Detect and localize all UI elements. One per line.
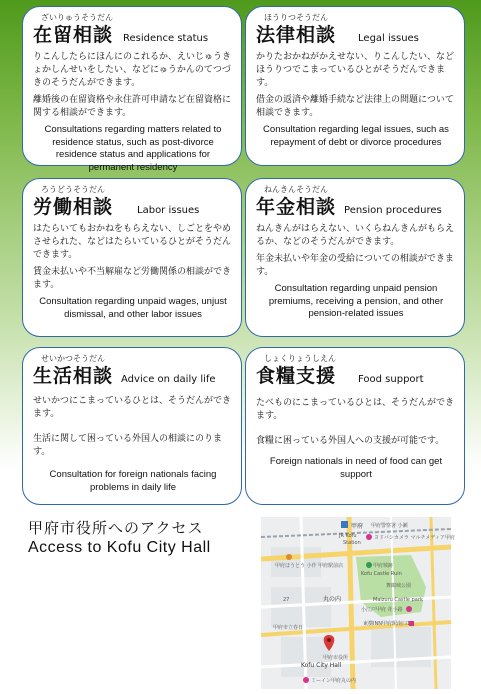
hiragana-description: りこんしたらにほんにのこれるか、えいじゅうきょかしんせいをしたい、などにゅうかんのてつづきのそうだんができます。 bbox=[33, 52, 232, 88]
map-label-city-hall-jp: 甲府市役所 bbox=[323, 655, 349, 661]
card-english-title: Food support bbox=[358, 374, 424, 385]
map-label-yodobashi: ヨドバシカメラ マルチメディア甲府 bbox=[374, 535, 455, 541]
map-label-castle-jp: 甲府城跡 bbox=[373, 563, 394, 569]
english-description: Consultation regarding unpaid wages, unjust dismissal, and other labor issues bbox=[39, 296, 227, 320]
card-title: 労働相談 bbox=[33, 196, 114, 218]
card-title: 生活相談 bbox=[33, 365, 114, 387]
castle-pin-icon bbox=[366, 562, 372, 568]
shop-pin-icon bbox=[366, 534, 372, 540]
title-ruby: ざいりゅうそうだん bbox=[41, 13, 113, 22]
card-english-title: Labor issues bbox=[137, 205, 200, 216]
access-title-jp: 甲府市役所へのアクセス bbox=[28, 519, 204, 537]
card-daily-life bbox=[22, 347, 242, 505]
card-legal-issues bbox=[245, 6, 465, 166]
restaurant-pin-icon bbox=[286, 554, 292, 560]
map-label-station-en-2: Station bbox=[343, 540, 361, 546]
card-labor-issues bbox=[22, 178, 242, 337]
title-ruby: ろうどうそうだん bbox=[41, 185, 105, 194]
map-label-museum: 小江戸甲府 花小路 bbox=[361, 607, 403, 613]
kanji-description: 離婚後の在留資格や永住許可申請など在留資格に関する相談ができます。 bbox=[33, 95, 232, 118]
card-english-title: Pension procedures bbox=[344, 205, 442, 216]
card-title: 食糧支援 bbox=[256, 365, 337, 387]
english-description: Foreign nationals in need of food can get support bbox=[269, 456, 443, 480]
kanji-description: 年金未払いや年金の受給についての相談ができます。 bbox=[256, 254, 454, 277]
map-label-station-en-1: JR Kofu bbox=[339, 533, 357, 539]
card-english-title: Legal issues bbox=[358, 33, 419, 44]
map-label-left-shop: 甲府ほうとう 小作 甲府駅前店 bbox=[275, 563, 344, 569]
card-pension-procedures bbox=[245, 178, 465, 337]
card-title: 法律相談 bbox=[256, 24, 337, 46]
map-canvas bbox=[261, 517, 455, 689]
hiragana-description: はたらいてもおかねをもらえない、しごとをやめさせられた、などはたらいているひとがそうだんできます。 bbox=[33, 224, 232, 260]
map-label-city-hall-en: Kofu City Hall bbox=[301, 662, 342, 669]
map-label-station-jp: 甲府 bbox=[351, 523, 364, 530]
map-label-park-en: Maizuru Castle park bbox=[373, 597, 423, 603]
kanji-description: 賃金未払いや不当解雇など労働関係の相談ができます。 bbox=[33, 267, 232, 290]
card-english-title: Advice on daily life bbox=[121, 374, 216, 385]
hiragana-description: せいかつにこまっているひとは、そうだんができます。 bbox=[33, 396, 232, 419]
map-label-top: 甲府警察署 小瀬 bbox=[371, 523, 408, 529]
hotel-pin-icon bbox=[303, 677, 309, 683]
english-description: Consultation regarding unpaid pension premiums, receiving a pension, and other pension-related issues bbox=[268, 283, 444, 319]
kanji-description: 食糧に困っている外国人への支援が可能です。 bbox=[256, 436, 445, 446]
map-label-park-jp: 舞鶴城公園 bbox=[386, 583, 412, 589]
title-ruby: ねんきんそうだん bbox=[264, 185, 328, 194]
title-ruby: ほうりつそうだん bbox=[264, 13, 328, 22]
card-food-support bbox=[245, 347, 465, 505]
map-label-school: 甲府市立春日 bbox=[273, 625, 304, 631]
hiragana-description: たべものにこまっているひとは、そうだんができます。 bbox=[256, 398, 455, 421]
english-description: Consultation regarding legal issues, such as repayment of debt or divorce procedures bbox=[263, 124, 449, 148]
map-label-area-2: 27 bbox=[283, 597, 290, 603]
map-label-area-1: 丸の内 bbox=[323, 596, 342, 603]
shop-pin-icon bbox=[406, 606, 412, 612]
card-title: 在留相談 bbox=[33, 24, 114, 46]
map-label-hotel: 東横INN甲府駅南口1 bbox=[363, 621, 411, 627]
hiragana-description: ねんきんがはらえない、いくらねんきんがもらえるか、などのそうだんができます。 bbox=[256, 224, 455, 247]
train-station-icon bbox=[341, 521, 348, 528]
access-title-en: Access to Kofu City Hall bbox=[28, 539, 211, 556]
kanji-description: 借金の返済や離婚手続など法律上の問題について相談できます。 bbox=[256, 95, 454, 118]
card-residence-status bbox=[22, 6, 242, 173]
english-description: Consultations regarding matters related to residence status, such as post-divorce residence status and applications for permanent residency bbox=[44, 124, 222, 173]
card-english-title: Residence status bbox=[123, 33, 209, 44]
title-ruby: せいかつそうだん bbox=[41, 354, 105, 363]
access-heading bbox=[28, 518, 211, 558]
kanji-description: 生活に関して困っている外国人の相談にのります。 bbox=[33, 434, 223, 457]
card-title: 年金相談 bbox=[256, 196, 337, 218]
access-map[interactable] bbox=[261, 517, 455, 689]
english-description: Consultation for foreign nationals facing problems in daily life bbox=[49, 469, 217, 493]
map-label-bottom: ミーイン甲府丸の内 bbox=[311, 678, 357, 684]
title-ruby: しょくりょうしえん bbox=[264, 354, 336, 363]
map-label-castle-en: Kofu Castle Ruin bbox=[361, 571, 402, 577]
hiragana-description: かりたおかねがかえせない、りこんしたい、などほうりつでこまっているひとがそうだんできます。 bbox=[256, 52, 455, 88]
